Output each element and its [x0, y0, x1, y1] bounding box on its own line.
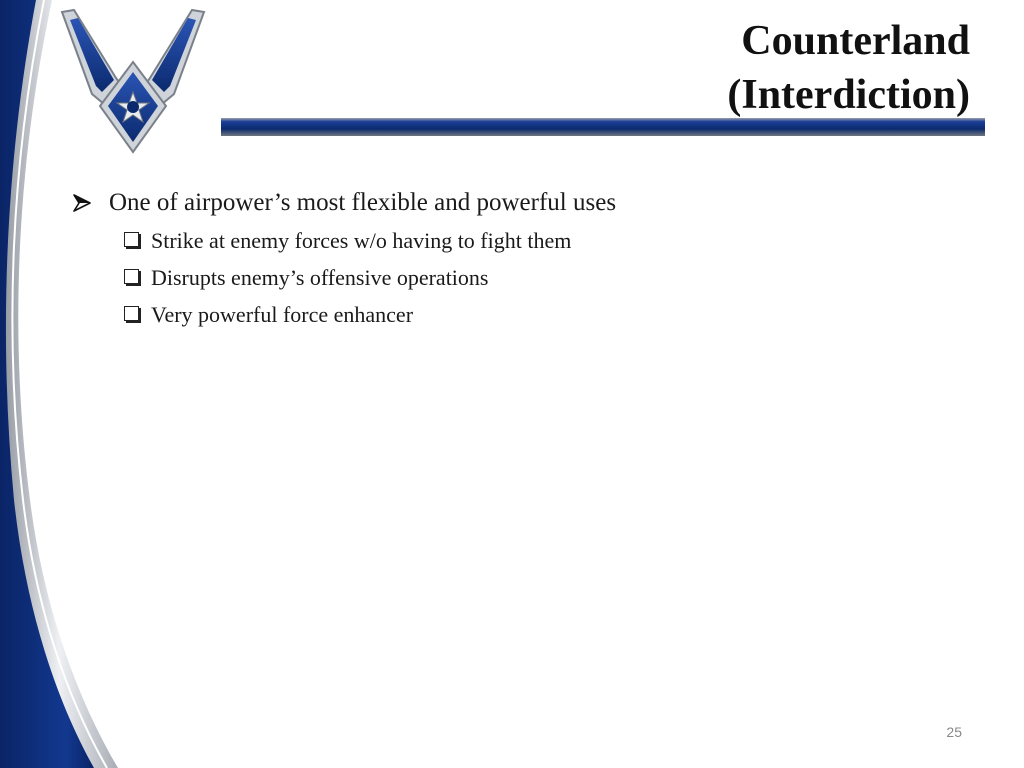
bullet-text: One of airpower’s most flexible and powerful uses — [109, 189, 617, 216]
sub-bullet-text: Disrupts enemy’s offensive operations — [151, 264, 489, 290]
title-line-2: (Interdiction) — [727, 72, 970, 118]
arrowhead-bullet-icon — [72, 194, 92, 212]
checkbox-bullet-icon — [124, 269, 139, 284]
slide-title — [727, 14, 970, 122]
checkbox-bullet-icon — [124, 232, 139, 247]
title-underline-bar — [221, 118, 985, 136]
sub-bullet — [124, 222, 972, 259]
sub-bullet — [124, 259, 972, 296]
sub-bullet-text: Very powerful force enhancer — [151, 301, 414, 327]
sub-bullet — [124, 296, 972, 333]
slide-number: 25 — [946, 724, 962, 740]
bullet-level-1 — [72, 184, 972, 222]
title-line-1: Counterland — [741, 18, 970, 64]
slide-content — [72, 184, 972, 333]
air-force-wings-emblem — [54, 6, 212, 156]
checkbox-bullet-icon — [124, 306, 139, 321]
sub-bullet-text: Strike at enemy forces w/o having to fight them — [151, 227, 572, 253]
